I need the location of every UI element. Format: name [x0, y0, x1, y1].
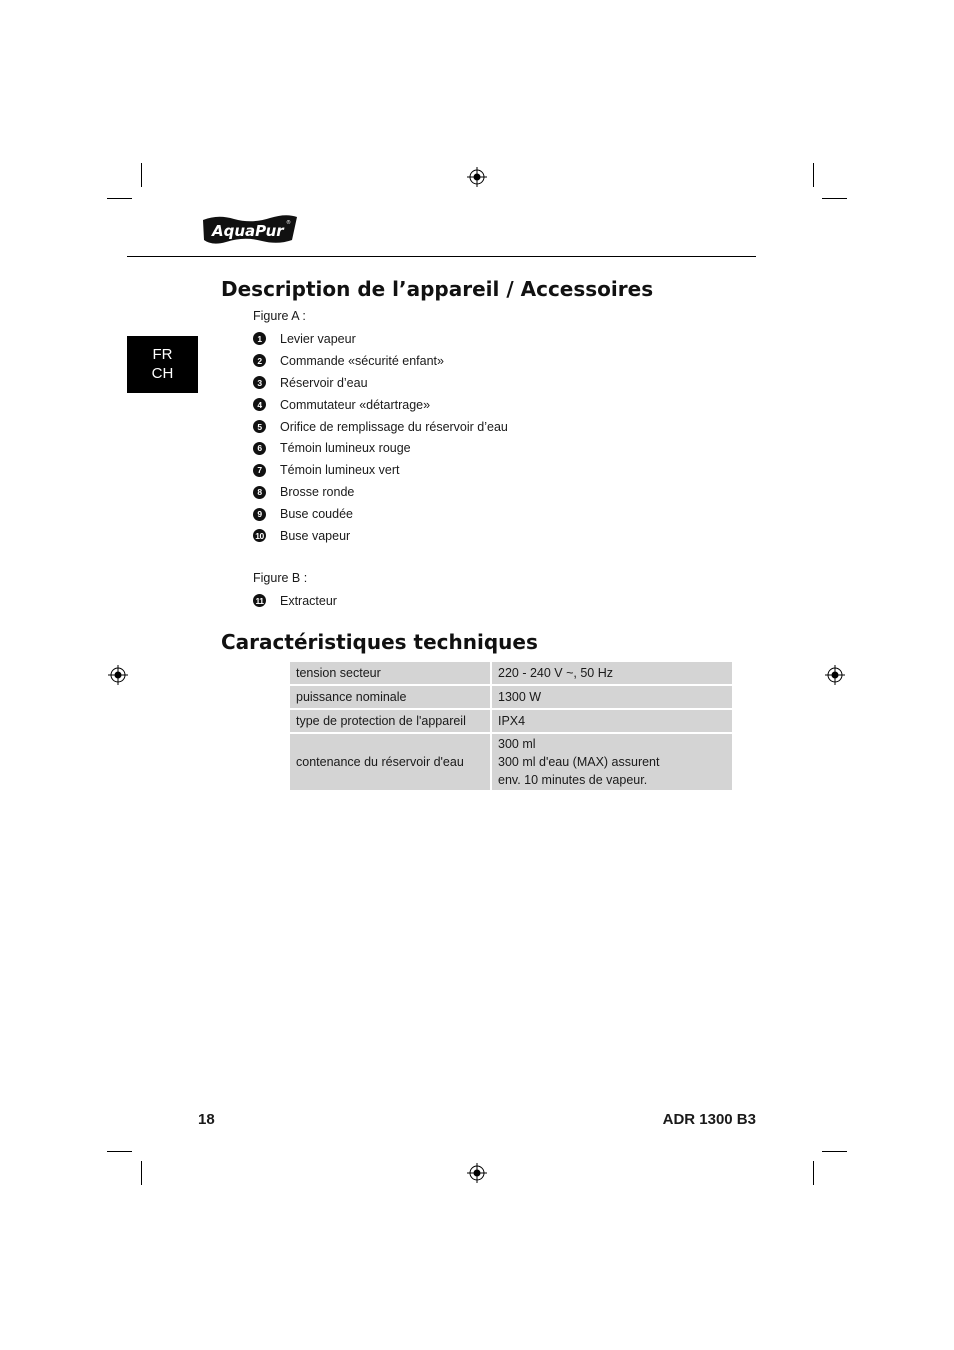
part-label: Commande «sécurité enfant»: [280, 353, 444, 368]
spec-value: IPX4: [492, 710, 732, 734]
spec-value-line: 300 ml: [498, 737, 536, 751]
registration-mark-icon: [108, 665, 128, 685]
spec-value: 220 - 240 V ~, 50 Hz: [492, 662, 732, 686]
list-item: [253, 459, 508, 481]
number-badge: 5: [253, 420, 266, 433]
header-rule: [127, 256, 756, 257]
number-badge: 8: [253, 486, 266, 499]
spec-key: contenance du réservoir d'eau: [290, 734, 492, 792]
table-row: [290, 710, 732, 734]
language-code: FR: [152, 346, 173, 363]
part-label: Témoin lumineux rouge: [280, 441, 411, 456]
crop-mark: [107, 1151, 132, 1152]
part-label: Buse vapeur: [280, 528, 351, 543]
crop-mark: [107, 198, 132, 199]
list-item: [253, 350, 508, 372]
svg-text:AquaPur: AquaPur: [212, 222, 284, 240]
number-badge: 2: [253, 354, 266, 367]
crop-mark: [141, 1161, 142, 1185]
crop-mark: [813, 1161, 814, 1185]
model-number: ADR 1300 B3: [662, 1111, 756, 1128]
crop-mark: [822, 1151, 847, 1152]
figure-b-parts-list: [253, 590, 337, 612]
part-label: Extracteur: [280, 593, 337, 608]
svg-text:®: ®: [286, 220, 291, 226]
language-tab: [127, 336, 198, 393]
part-label: Buse coudée: [280, 507, 353, 522]
number-badge: 1: [253, 332, 266, 345]
registration-mark-icon: [467, 1163, 487, 1183]
page-number: 18: [198, 1111, 215, 1128]
spec-key: type de protection de l'appareil: [290, 710, 492, 734]
list-item: [253, 372, 508, 394]
spec-value: [492, 734, 732, 792]
number-badge: 11: [253, 594, 266, 607]
list-item: [253, 503, 508, 525]
list-item: [253, 437, 508, 459]
aquapur-logo: [200, 210, 300, 250]
list-item: [253, 328, 508, 350]
crop-mark: [822, 198, 847, 199]
figure-b-label: Figure B :: [253, 571, 308, 585]
list-item: [253, 525, 508, 547]
specifications-table: [290, 662, 732, 792]
figure-a-label: Figure A :: [253, 309, 306, 323]
part-label: Levier vapeur: [280, 331, 356, 346]
number-badge: 3: [253, 376, 266, 389]
part-label: Commutateur «détartrage»: [280, 397, 431, 412]
section-title-description: Description de l’appareil / Accessoires: [221, 277, 654, 301]
crop-mark: [813, 163, 814, 187]
number-badge: 4: [253, 398, 266, 411]
list-item: [253, 481, 508, 503]
number-badge: 9: [253, 508, 266, 521]
spec-value-line: env. 10 minutes de vapeur.: [498, 773, 648, 787]
crop-mark: [141, 163, 142, 187]
list-item: [253, 590, 337, 612]
figure-a-parts-list: [253, 328, 508, 547]
spec-key: tension secteur: [290, 662, 492, 686]
spec-value-line: 300 ml d'eau (MAX) assurent: [498, 755, 660, 769]
spec-value: 1300 W: [492, 686, 732, 710]
part-label: Témoin lumineux vert: [280, 463, 400, 478]
part-label: Réservoir d’eau: [280, 375, 368, 390]
list-item: [253, 416, 508, 438]
table-row: [290, 662, 732, 686]
table-row: [290, 734, 732, 792]
section-title-specs: Caractéristiques techniques: [221, 630, 538, 654]
spec-key: puissance nominale: [290, 686, 492, 710]
registration-mark-icon: [825, 665, 845, 685]
number-badge: 7: [253, 464, 266, 477]
part-label: Brosse ronde: [280, 485, 355, 500]
country-code: CH: [151, 365, 174, 382]
list-item: [253, 394, 508, 416]
number-badge: 10: [253, 529, 266, 542]
table-row: [290, 686, 732, 710]
part-label: Orifice de remplissage du réservoir d’eau: [280, 419, 508, 434]
number-badge: 6: [253, 442, 266, 455]
registration-mark-icon: [467, 167, 487, 187]
